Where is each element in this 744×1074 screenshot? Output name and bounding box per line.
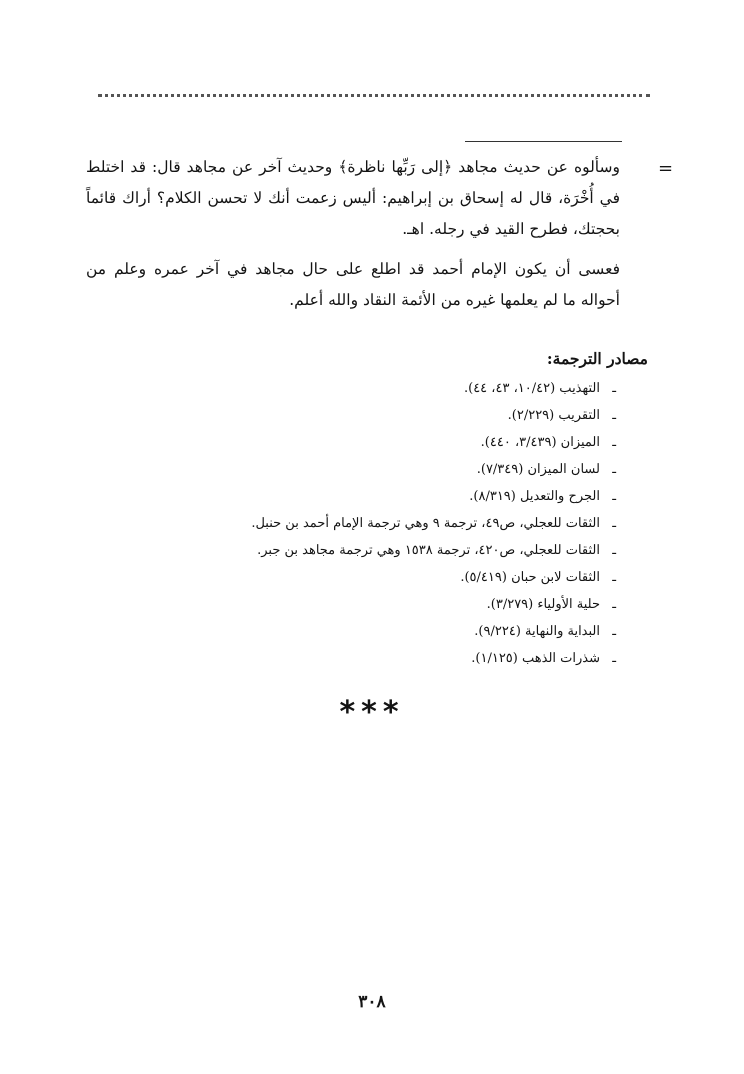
source-text: التهذيب (١٠/٤٢، ٤٣، ٤٤). (463, 381, 600, 396)
source-text: حلية الأولياء (٣/٢٧٩). (486, 597, 600, 612)
source-item (136, 483, 616, 510)
footnote-paragraph-1: وسألوه عن حديث مجاهد ﴿إلى رَبِّها ناظرة﴾ وحديث آخر عن مجاهد قال: قد اختلط في أُخْرَة، قال له إسحاق بن إبراهيم: أليس زعمت أنك لا تحسن الكلام؟ أراك قائماً بحجتك، فطرح القيد في رجله. اهـ. (86, 158, 620, 238)
list-dash: ـ (612, 597, 616, 612)
source-item (136, 564, 616, 591)
source-item (136, 510, 616, 537)
section-separator-stars: *** (339, 695, 405, 730)
list-dash: ـ (612, 543, 616, 558)
list-dash: ـ (612, 489, 616, 504)
source-item (136, 456, 616, 483)
list-dash: ـ (612, 435, 616, 450)
list-dash: ـ (612, 624, 616, 639)
source-text: البداية والنهاية (٩/٢٢٤). (474, 624, 600, 639)
list-dash: ـ (612, 408, 616, 423)
page-number: ٣٠٨ (358, 992, 386, 1012)
list-dash: ـ (612, 462, 616, 477)
source-item (136, 375, 616, 402)
source-text: التقريب (٢/٢٢٩). (507, 408, 600, 423)
continuation-mark: = (658, 158, 674, 179)
source-item (136, 591, 616, 618)
list-dash: ـ (612, 381, 616, 396)
source-item (136, 618, 616, 645)
source-text: الميزان (٣/٤٣٩، ٤٤٠). (480, 435, 600, 450)
list-dash: ـ (612, 516, 616, 531)
list-dash: ـ (612, 570, 616, 585)
sources-list (136, 375, 616, 672)
source-text: الجرح والتعديل (٨/٣١٩). (469, 489, 600, 504)
source-text: الثقات للعجلي، ص٤٩، ترجمة ٩ وهي ترجمة الإمام أحمد بن حنبل. (251, 516, 600, 531)
source-item (136, 402, 616, 429)
source-text: الثقات للعجلي، ص٤٢٠، ترجمة ١٥٣٨ وهي ترجمة مجاهد بن جبر. (257, 543, 600, 558)
source-text: الثقات لابن حبان (٥/٤١٩). (460, 570, 600, 585)
footnote-paragraph-2: فعسى أن يكون الإمام أحمد قد اطلع على حال مجاهد في آخر عمره وعلم من أحواله ما لم يعلمها غيره من الأئمة النقاد والله أعلم. (86, 260, 620, 309)
source-item (136, 645, 616, 672)
source-text: شذرات الذهب (١/١٢٥). (471, 651, 600, 666)
sources-heading: مصادر الترجمة: (546, 349, 648, 368)
source-item (136, 537, 616, 564)
footnote-separator-rule (465, 141, 622, 142)
header-dotted-rule (98, 94, 650, 97)
list-dash: ـ (612, 651, 616, 666)
source-text: لسان الميزان (٧/٣٤٩). (476, 462, 600, 477)
source-item (136, 429, 616, 456)
